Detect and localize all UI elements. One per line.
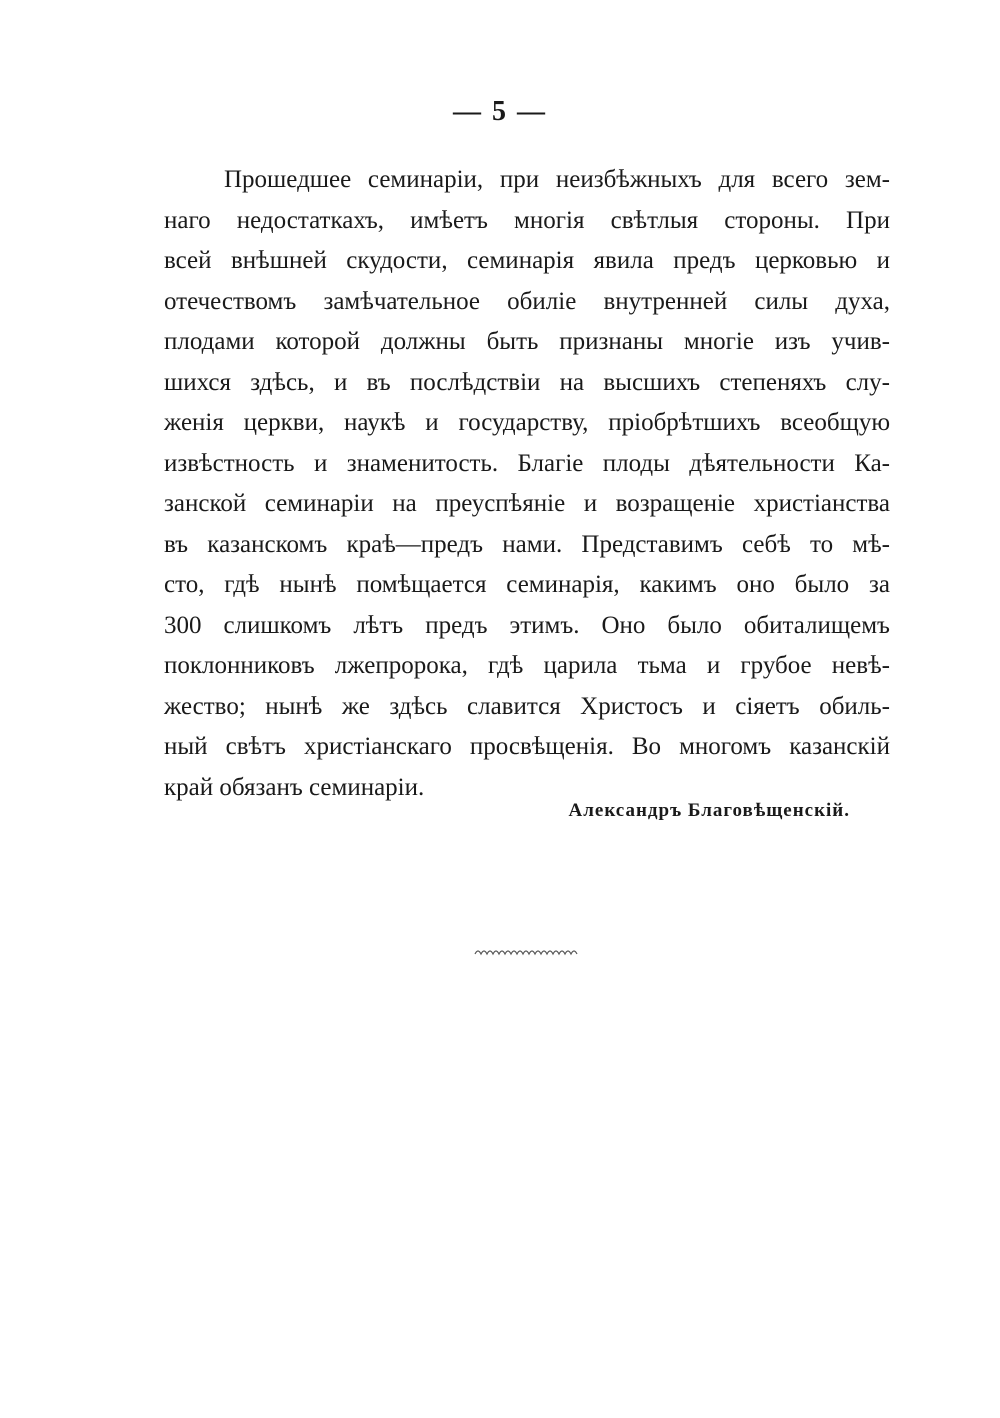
- text-line: отечествомъ замѣчательное обиліе внутренней силы духа,: [164, 287, 890, 315]
- text-line: сто, гдѣ нынѣ помѣщается семинарія, какимъ оно было за: [164, 571, 890, 598]
- body-paragraph: [164, 160, 890, 808]
- text-line: плодами которой должны быть признаны многіе изъ учив-: [164, 328, 890, 355]
- text-line: шихся здѣсь, и въ послѣдствіи на высшихъ степеняхъ слу-: [164, 368, 890, 396]
- text-line: 300 слишкомъ лѣтъ предъ этимъ. Оно было обиталищемъ: [164, 611, 890, 639]
- ornament-divider: [470, 940, 580, 960]
- text-line: въ казанскомъ краѣ—предъ нами. Представимъ себѣ то мѣ-: [164, 530, 890, 558]
- text-line: всей внѣшней скудости, семинарія явила предъ церковью и: [164, 247, 890, 274]
- text-line: ный свѣтъ христіанскаго просвѣщенія. Во многомъ казанскій: [164, 733, 890, 760]
- text-line: поклонниковъ лжепророка, гдѣ царила тьма и грубое невѣ-: [164, 652, 890, 679]
- text-line: Прошедшее семинаріи, при неизбѣжныхъ для всего зем-: [224, 166, 890, 193]
- text-line: жество; нынѣ же здѣсь славится Христосъ и сіяетъ обиль-: [164, 692, 890, 720]
- text-line: занской семинаріи на преуспѣяніе и возращеніе христіанства: [164, 490, 890, 517]
- author-signature: Александръ Благовѣщенскій.: [568, 800, 850, 821]
- text-line: женія церкви, наукѣ и государству, пріобрѣтшихъ всеобщую: [164, 409, 890, 436]
- text-line: край обязанъ семинаріи.: [164, 773, 425, 801]
- text-line: наго недостаткахъ, имѣетъ многія свѣтлыя стороны. При: [164, 206, 890, 234]
- text-line: извѣстность и знаменитость. Благіе плоды дѣятельности Ка-: [164, 449, 890, 477]
- page-number: — 5 —: [453, 96, 547, 127]
